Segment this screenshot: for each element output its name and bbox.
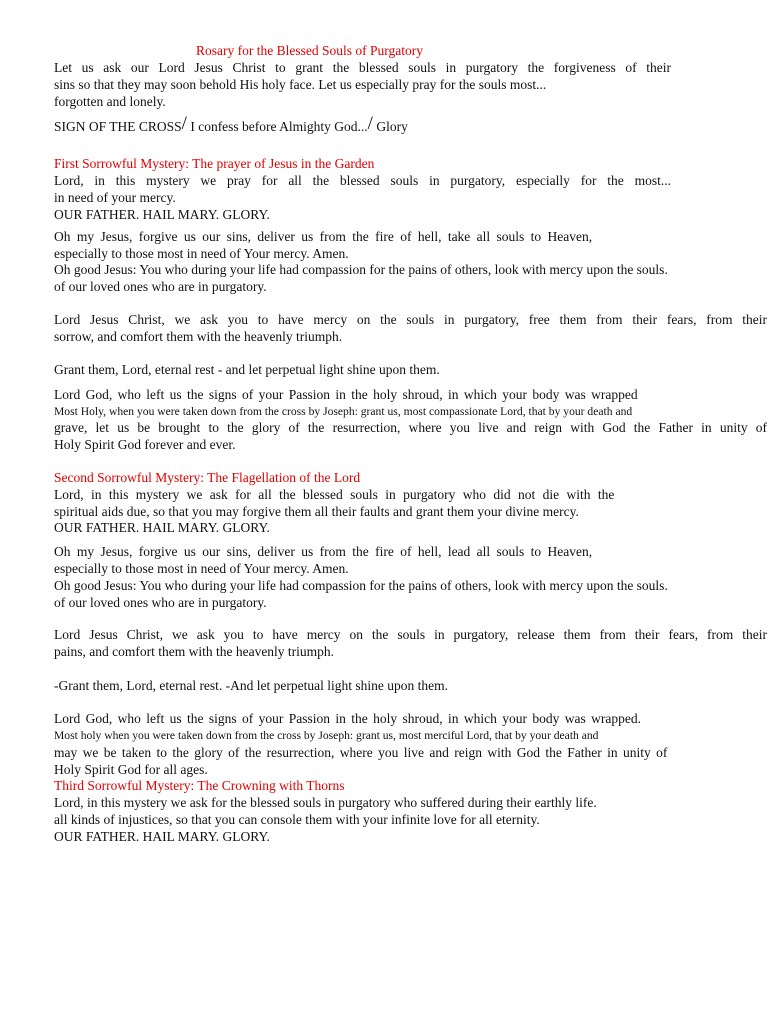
prayer-line: Oh good Jesus: You who during your life had compassion for the pains of others, look with mercy upon the souls. [54, 262, 668, 277]
glory-text: Glory [372, 119, 408, 134]
prayer-line: Oh my Jesus, forgive us our sins, deliver us from the fire of hell, take all souls to Heaven, [54, 229, 593, 244]
confess-text: I confess before Almighty God... [186, 119, 368, 134]
mystery-heading: Second Sorrowful Mystery: The Flagellation of the Lord [54, 470, 361, 485]
prayer-line: Lord Jesus Christ, we ask you to have mercy on the souls in purgatory, release them from their fears, from their [54, 627, 767, 642]
intro-line: forgotten and lonely. [54, 94, 166, 109]
intro-line: Let us ask our Lord Jesus Christ to grant the blessed souls in purgatory the forgiveness of their [54, 60, 671, 75]
prayer-line: Lord God, who left us the signs of your Passion in the holy shroud, in which your body was wrapped [54, 387, 638, 402]
mystery-heading: Third Sorrowful Mystery: The Crowning with Thorns [54, 778, 345, 793]
prayer-line: Oh my Jesus, forgive us our sins, deliver us from the fire of hell, lead all souls to Heaven, [54, 544, 593, 559]
prayer-line: Lord God, who left us the signs of your Passion in the holy shroud, in which your body was wrapped. [54, 711, 641, 726]
prayer-line: Lord, in this mystery we pray for all the blessed souls in purgatory, especially for the most... [54, 173, 671, 188]
prayer-line: sorrow, and comfort them with the heavenly triumph. [54, 329, 343, 344]
sign-of-cross-text: SIGN OF THE CROSS [54, 119, 182, 134]
prayer-line: Oh good Jesus: You who during your life had compassion for the pains of others, look with mercy upon the souls. [54, 578, 668, 593]
prayer-line: Lord, in this mystery we ask for the blessed souls in purgatory who suffered during their earthly life. [54, 795, 597, 810]
prayer-line: of our loved ones who are in purgatory. [54, 595, 267, 610]
prayer-line: Most Holy, when you were taken down from the cross by Joseph: grant us, most compassionate Lord, that by your death and [54, 405, 633, 418]
prayer-line: of our loved ones who are in purgatory. [54, 279, 267, 294]
prayer-line: OUR FATHER. HAIL MARY. GLORY. [54, 520, 270, 535]
mystery-heading: First Sorrowful Mystery: The prayer of Jesus in the Garden [54, 156, 375, 171]
prayer-line: Holy Spirit God for all ages. [54, 762, 208, 777]
prayer-line: OUR FATHER. HAIL MARY. GLORY. [54, 829, 270, 844]
prayer-line: especially to those most in need of Your mercy. Amen. [54, 561, 349, 576]
prayer-line: Lord Jesus Christ, we ask you to have mercy on the souls in purgatory, free them from their fears, from their [54, 312, 767, 327]
sign-of-cross-line [54, 113, 408, 135]
intro-line: sins so that they may soon behold His holy face. Let us especially pray for the souls most... [54, 77, 547, 92]
prayer-line: may we be taken to the glory of the resurrection, where you live and reign with God the Father in unity of [54, 745, 668, 760]
prayer-line: especially to those most in need of Your mercy. Amen. [54, 246, 349, 261]
prayer-line: in need of your mercy. [54, 190, 176, 205]
prayer-line: spiritual aids due, so that you may forgive them all their faults and grant them your divine mercy. [54, 504, 579, 519]
prayer-line: grave, let us be brought to the glory of the resurrection, where you live and reign with God the Father in unity of [54, 420, 767, 435]
prayer-line: Most holy when you were taken down from the cross by Joseph: grant us, most merciful Lord, that by your death and [54, 729, 599, 742]
separator-slash: / [181, 113, 187, 134]
prayer-line: Lord, in this mystery we ask for all the blessed souls in purgatory who did not die with the [54, 487, 615, 502]
prayer-line: pains, and comfort them with the heavenly triumph. [54, 644, 335, 659]
prayer-line: -Grant them, Lord, eternal rest. -And let perpetual light shine upon them. [54, 678, 449, 693]
prayer-line: all kinds of injustices, so that you can console them with your infinite love for all eternity. [54, 812, 540, 827]
separator-slash: / [367, 113, 373, 134]
prayer-line: OUR FATHER. HAIL MARY. GLORY. [54, 207, 270, 222]
prayer-line: Grant them, Lord, eternal rest - and let perpetual light shine upon them. [54, 362, 440, 377]
prayer-line: Holy Spirit God forever and ever. [54, 437, 236, 452]
page-title: Rosary for the Blessed Souls of Purgatory [196, 43, 423, 58]
